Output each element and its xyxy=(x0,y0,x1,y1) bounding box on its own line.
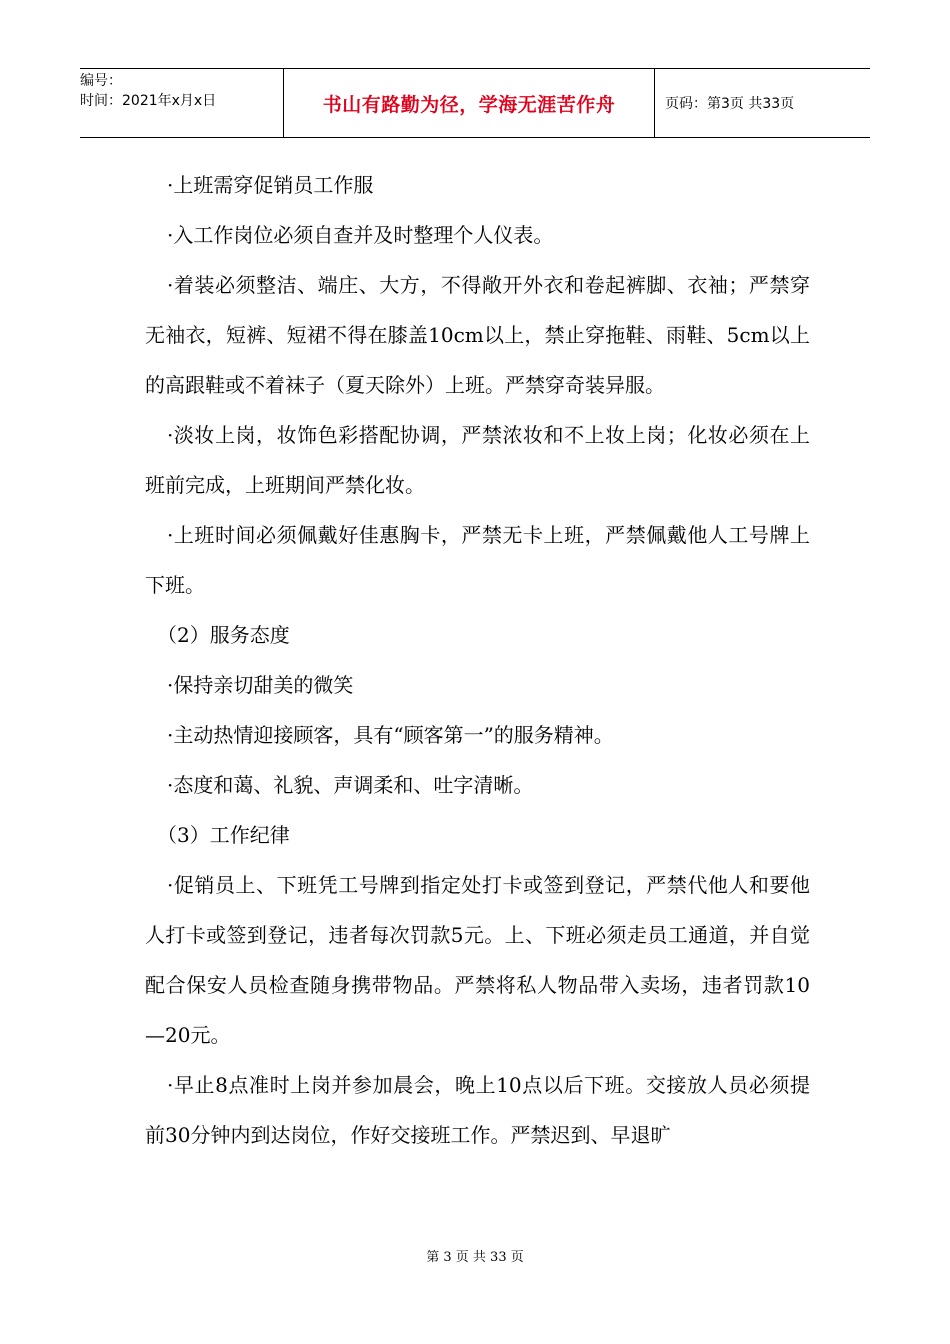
header-page-info xyxy=(655,69,870,137)
paragraph: ·保持亲切甜美的微笑 xyxy=(167,673,354,697)
paragraph: ·着装必须整洁、端庄、大方，不得敞开外衣和卷起裤脚、衣袖；严禁穿无袖衣，短裤、短裙不得在膝盖10cm以上，禁止穿拖鞋、雨鞋、5cm以上的高跟鞋或不着袜子（夏天除外）上班。严禁穿奇装异服。 xyxy=(145,273,810,397)
header-meta xyxy=(80,69,283,137)
time-label: 时间：2021年x月x日 xyxy=(80,93,217,109)
document-body xyxy=(145,160,810,1160)
motto-text: 书山有路勤为径，学海无涯苦作舟 xyxy=(322,93,616,116)
header-motto-cell xyxy=(283,69,655,137)
paragraph: ·入工作岗位必须自查并及时整理个人仪表。 xyxy=(167,223,554,247)
paragraph: ·淡妆上岗，妆饰色彩搭配协调，严禁浓妆和不上妆上岗；化妆必须在上班前完成，上班期间严禁化妆。 xyxy=(145,423,810,497)
page-info-text: 页码：第3页 共33页 xyxy=(665,96,795,112)
footer-page-number: 第 3 页 共 33 页 xyxy=(426,1250,524,1265)
section-heading: （2）服务态度 xyxy=(157,623,290,647)
serial-label: 编号： xyxy=(80,73,122,89)
paragraph: ·上班需穿促销员工作服 xyxy=(167,173,374,197)
paragraph: ·早止8点准时上岗并参加晨会，晚上10点以后下班。交接放人员必须提前30分钟内到达岗位，作好交接班工作。严禁迟到、早退旷 xyxy=(145,1073,810,1147)
page-header xyxy=(80,68,870,138)
paragraph: ·上班时间必须佩戴好佳惠胸卡，严禁无卡上班，严禁佩戴他人工号牌上下班。 xyxy=(145,523,810,597)
paragraph: ·促销员上、下班凭工号牌到指定处打卡或签到登记，严禁代他人和要他人打卡或签到登记，违者每次罚款5元。上、下班必须走员工通道，并自觉配合保安人员检查随身携带物品。严禁将私人物品带入卖场，违者罚款10—20元。 xyxy=(145,873,810,1047)
page-footer xyxy=(0,1246,950,1265)
paragraph: ·态度和蔼、礼貌、声调柔和、吐字清晰。 xyxy=(167,773,534,797)
paragraph: ·主动热情迎接顾客，具有“顾客第一”的服务精神。 xyxy=(167,723,614,747)
section-heading: （3）工作纪律 xyxy=(157,823,290,847)
